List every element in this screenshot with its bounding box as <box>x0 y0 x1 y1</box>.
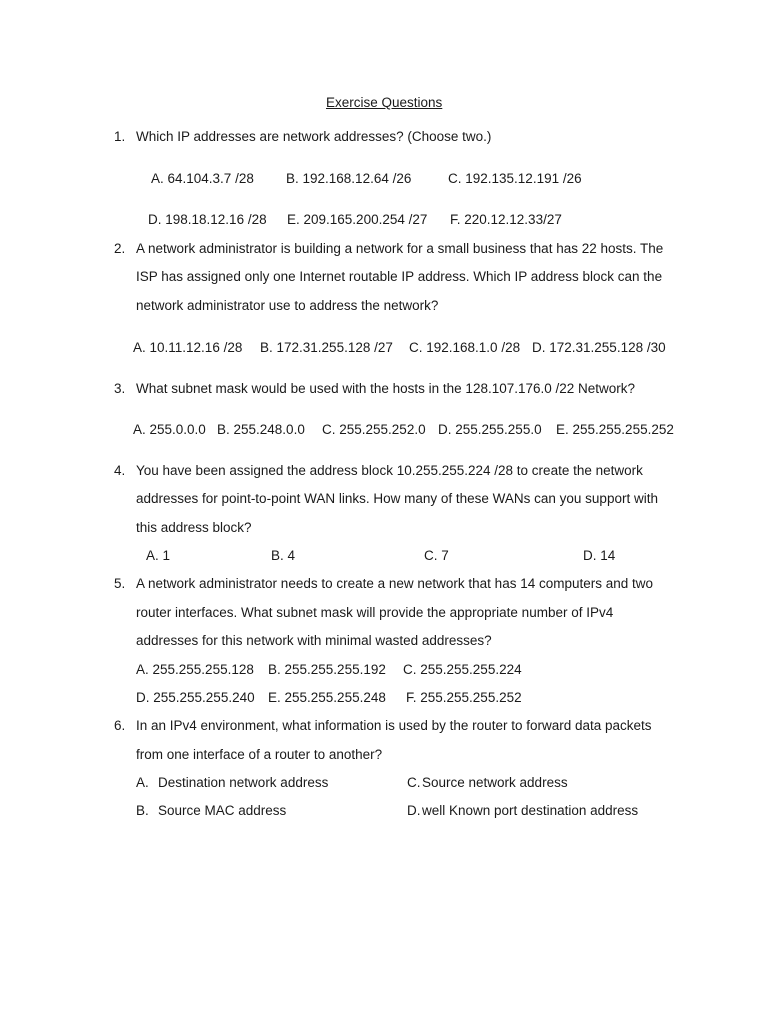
answer-option: Destination network address <box>158 775 329 790</box>
answer-option: D. 172.31.255.128 /30 <box>532 340 666 355</box>
question-text-line: this address block? <box>136 520 252 535</box>
answer-option: E. 255.255.255.248 <box>268 690 386 705</box>
answer-option: B. 192.168.12.64 /26 <box>286 171 412 186</box>
answer-option: A. 1 <box>146 548 171 563</box>
answer-option: Source MAC address <box>158 803 287 818</box>
answer-option: E. 209.165.200.254 /27 <box>287 212 428 227</box>
question-text-line: A network administrator is building a network for a small business that has 22 hosts. The <box>136 241 664 256</box>
answer-option: D. 198.18.12.16 /28 <box>148 212 267 227</box>
answer-option: well Known port destination address <box>422 803 639 818</box>
question-text-line: network administrator use to address the network? <box>136 298 439 313</box>
question-text-line: addresses for point-to-point WAN links. How many of these WANs can you support with <box>136 491 658 506</box>
question-text-line: addresses for this network with minimal wasted addresses? <box>136 633 492 648</box>
question-text-line: You have been assigned the address block 10.255.255.224 /28 to create the network <box>136 463 643 478</box>
question-text-line: In an IPv4 environment, what information is used by the router to forward data packets <box>136 718 652 733</box>
question-text-line: Which IP addresses are network addresses? (Choose two.) <box>136 129 492 144</box>
answer-option: B. 4 <box>271 548 296 563</box>
answer-option: A. 255.0.0.0 <box>133 422 206 437</box>
question-text-line: router interfaces. What subnet mask will provide the appropriate number of IPv4 <box>136 605 614 620</box>
question-number: 1. <box>114 129 126 144</box>
answer-option: Source network address <box>422 775 568 790</box>
page-title: Exercise Questions <box>326 95 443 110</box>
answer-option: C. 7 <box>424 548 449 563</box>
answer-option: E. 255.255.255.252 <box>556 422 674 437</box>
question-number: 5. <box>114 576 126 591</box>
answer-option: C. 192.168.1.0 /28 <box>409 340 521 355</box>
question-text-line: What subnet mask would be used with the hosts in the 128.107.176.0 /22 Network? <box>136 381 636 396</box>
answer-option: A. 64.104.3.7 /28 <box>151 171 254 186</box>
question-number: 6. <box>114 718 126 733</box>
answer-option: B. 255.255.255.192 <box>268 662 386 677</box>
answer-option: A. 255.255.255.128 <box>136 662 254 677</box>
question-text-line: ISP has assigned only one Internet routable IP address. Which IP address block can the <box>136 269 663 284</box>
answer-option-letter: B. <box>136 803 149 818</box>
answer-option: F. 255.255.255.252 <box>406 690 522 705</box>
question-text-line: from one interface of a router to another? <box>136 747 383 762</box>
answer-option: D. 255.255.255.240 <box>136 690 255 705</box>
answer-option: B. 172.31.255.128 /27 <box>260 340 393 355</box>
question-number: 4. <box>114 463 126 478</box>
answer-option: C. 255.255.255.224 <box>403 662 522 677</box>
question-number: 2. <box>114 241 126 256</box>
answer-option-letter: C. <box>407 775 421 790</box>
answer-option: B. 255.248.0.0 <box>217 422 305 437</box>
answer-option: C. 192.135.12.191 /26 <box>448 171 582 186</box>
question-number: 3. <box>114 381 126 396</box>
answer-option: A. 10.11.12.16 /28 <box>133 340 243 355</box>
answer-option-letter: D. <box>407 803 421 818</box>
answer-option: D. 255.255.255.0 <box>438 422 542 437</box>
answer-option: D. 14 <box>583 548 616 563</box>
answer-option-letter: A. <box>136 775 149 790</box>
question-text-line: A network administrator needs to create a new network that has 14 computers and two <box>136 576 654 591</box>
answer-option: F. 220.12.12.33/27 <box>450 212 562 227</box>
answer-option: C. 255.255.252.0 <box>322 422 426 437</box>
